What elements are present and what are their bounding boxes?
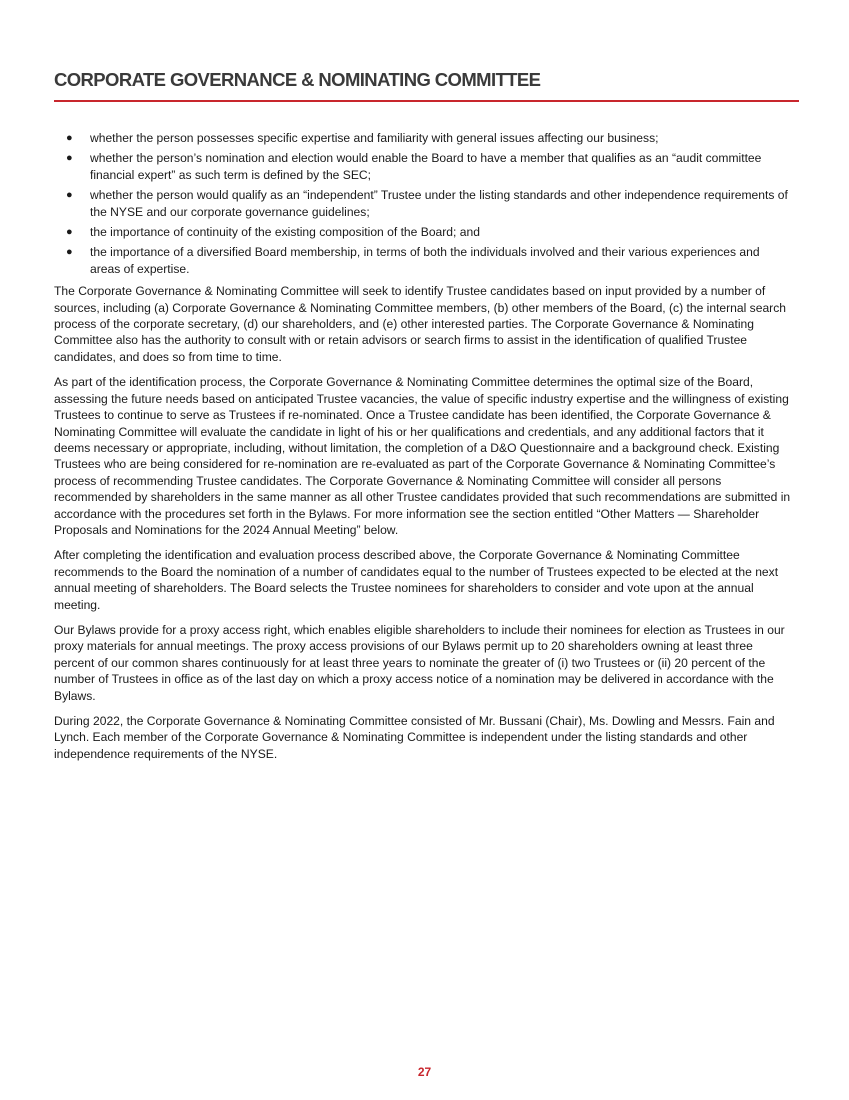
bullet-icon: ● xyxy=(66,132,73,144)
list-item-text: whether the person’s nomination and election would enable the Board to have a member that qualifies as an “audit committee financial expert” as such term is defined by the SEC; xyxy=(90,151,762,182)
paragraph-proxy-access: Our Bylaws provide for a proxy access right, which enables eligible shareholders to include their nominees for election as Trustees in our proxy materials for annual meetings. The proxy access provisions of our Bylaws permit up to 20 shareholders owning at least three percent of our common shares continuously for at least three years to nominate the greater of (i) two Trustees or (ii) 20 percent of the number of Trustees in office as of the last day on which a proxy access notice of a nomination may be delivered in accordance with the Bylaws. xyxy=(54,622,785,703)
list-item-text: the importance of a diversified Board membership, in terms of both the individuals involved and their various experiences and areas of expertise. xyxy=(90,245,760,276)
page-content xyxy=(54,130,792,771)
criteria-bullet-list xyxy=(64,130,792,277)
list-item-text: whether the person possesses specific expertise and familiarity with general issues affecting our business; xyxy=(90,131,659,145)
paragraph-candidate-sources: The Corporate Governance & Nominating Committee will seek to identify Trustee candidates based on input provided by a number of sources, including (a) Corporate Governance & Nominating Committee members, (b) other members of the Board, (c) the internal search process of the corporate secretary, (d) our shareholders, and (e) other interested parties. The Corporate Governance & Nominating Committee also has the authority to consult with or retain advisors or search firms to assist in the identification of qualified Trustee candidates, and does so from time to time. xyxy=(54,284,786,364)
bullet-icon: ● xyxy=(66,246,73,259)
bullet-icon: ● xyxy=(66,152,73,165)
page-number: 27 xyxy=(417,1065,432,1079)
list-item xyxy=(64,224,792,240)
list-item xyxy=(64,187,792,220)
list-item xyxy=(64,150,792,183)
paragraph-identification-process: As part of the identification process, the Corporate Governance & Nominating Committee determines the optimal size of the Board, assessing the future needs based on anticipated Trustee vacancies, the value of specific industry expertise and the willingness of existing Trustees to continue to serve as Trustees if re-nominated. Once a Trustee candidate has been identified, the Corporate Governance & Nominating Committee will evaluate the candidate in light of his or her qualifications and credentials, and any additional factors that it deems necessary or appropriate, including, without limitation, the completion of a D&O Questionnaire and a background check. Existing Trustees who are being considered for re-nomination are re-evaluated as part of the Corporate Governance & Nominating Committee’s process of recommending Trustee candidates. The Corporate Governance & Nominating Committee will consider all persons recommended by shareholders in the same manner as all other Trustee candidates provided that such recommendations are submitted in accordance with the procedures set forth in the Bylaws. For more information see the section entitled “Other Matters — Shareholder Proposals and Nominations for the 2024 Annual Meeting” below. xyxy=(54,375,791,537)
paragraph-nomination-recommendation: After completing the identification and evaluation process described above, the Corporate Governance & Nominating Committee recommends to the Board the nomination of a number of candidates equal to the number of Trustees expected to be elected at the next annual meeting of shareholders. The Board selects the Trustee nominees for shareholders to consider and vote upon at the annual meeting. xyxy=(54,548,779,612)
title-rule xyxy=(54,100,799,102)
list-item-text: whether the person would qualify as an “independent” Trustee under the listing standards and other independence requirements of the NYSE and our corporate governance guidelines; xyxy=(90,188,788,219)
list-item-text: the importance of continuity of the existing composition of the Board; and xyxy=(90,225,480,240)
list-item xyxy=(64,244,792,277)
list-item xyxy=(64,130,792,146)
paragraph-committee-members: During 2022, the Corporate Governance & Nominating Committee consisted of Mr. Bussani (Chair), Ms. Dowling and Messrs. Fain and Lynch. Each member of the Corporate Governance & Nominating Committee is independent under the listing standards and other independence requirements of the NYSE. xyxy=(54,714,775,761)
page-title: CORPORATE GOVERNANCE & NOMINATING COMMITTEE xyxy=(54,69,541,90)
bullet-icon: ● xyxy=(66,189,73,202)
page-header xyxy=(54,68,799,102)
bullet-icon: ● xyxy=(66,226,73,239)
